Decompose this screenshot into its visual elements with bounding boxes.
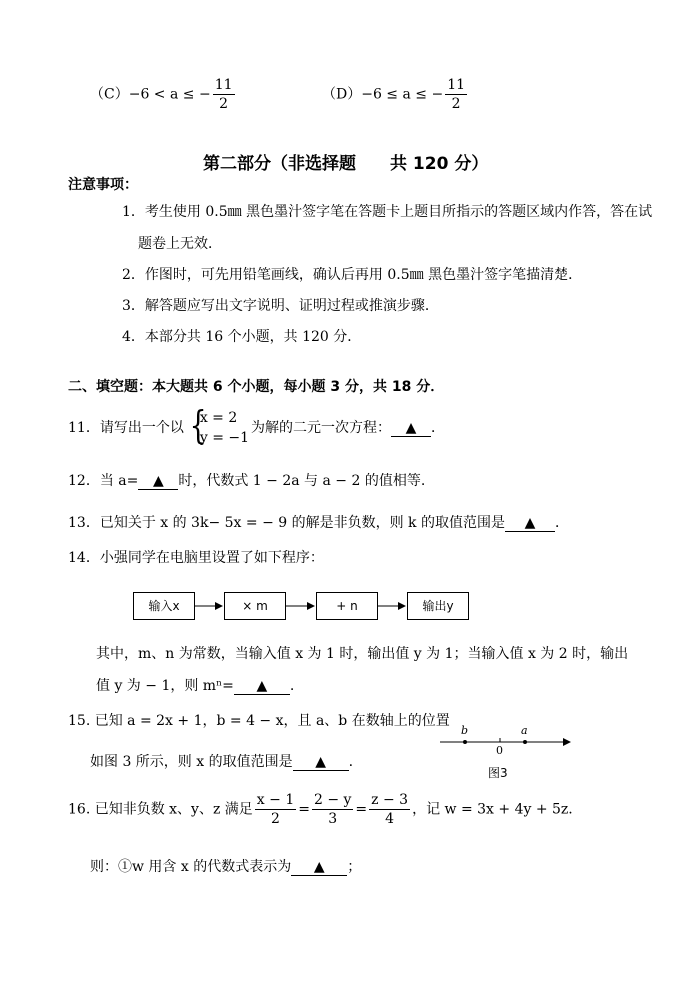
q11-answer-blank: ▲ — [391, 421, 431, 437]
q15-end: . — [348, 754, 354, 770]
fill-in-heading: 二、填空题：本大题共 6 个小题，每小题 3 分，共 18 分． — [68, 379, 445, 395]
q16-answer-blank: ▲ — [291, 860, 347, 876]
q11-end: ． — [431, 420, 446, 436]
number-line-point-a — [523, 740, 527, 744]
option-c-fraction: $\frac{11}{2}$ — [214, 77, 233, 112]
section-title: 第二部分（非选择题 共 120 分） — [203, 154, 489, 174]
question-14: 14．小强同学在电脑里设置了如下程序： — [68, 550, 324, 566]
q13-end: ． — [555, 515, 569, 531]
q16-line2-prefix: 则：①w 用含 x 的代数式表示为 — [90, 859, 292, 875]
q16-prefix: 16. 已知非负数 x、y、z 满足 — [68, 801, 253, 818]
flow-multiply-box: × m — [224, 592, 286, 620]
flow-input-box: 输入x — [133, 592, 195, 620]
q13-prefix: 13．已知关于 x 的 3k− 5x = − 9 的解是非负数，则 k 的取值范围是 — [68, 515, 505, 531]
q16-fraction-2: $\frac{2 - y}{3}$ — [313, 792, 352, 827]
option-c-text: （C）−6 < a ≤ − — [90, 86, 211, 103]
q16-line2-end: ； — [347, 859, 362, 875]
question-14-line-1: 其中，m、n 为常数，当输入值 x 为 1 时，输出值 y 为 1；当输入值 x 为 2 时，输出 — [96, 646, 629, 662]
q15-line2-prefix: 如图 3 所示，则 x 的取值范围是 — [90, 754, 293, 770]
number-line-point-b — [463, 740, 467, 744]
question-14-line-2 — [96, 675, 294, 695]
q15-answer-blank: ▲ — [293, 755, 349, 771]
figure-caption: 图3 — [488, 766, 508, 780]
q16-fraction-1: $\frac{x - 1}{2}$ — [256, 792, 295, 827]
flow-output-box: 输出y — [407, 592, 469, 620]
number-line-label-zero: 0 — [496, 744, 503, 757]
q16-equals-1: = — [298, 801, 310, 818]
q11-suffix: 为解的二元一次方程： — [251, 420, 392, 436]
notes-heading: 注意事项： — [68, 177, 138, 193]
q14-end: . — [289, 678, 295, 694]
note-item-1-cont: 题卷上无效． — [138, 236, 222, 252]
q11-eq2: y = −1 — [199, 430, 250, 446]
note-item-4: 4．本部分共 16 个小题，共 120 分． — [122, 329, 362, 345]
question-16-part-1 — [90, 856, 361, 876]
q12-prefix: 12．当 a= — [68, 473, 139, 489]
q12-suffix: 时，代数式 1 − 2a 与 a − 2 的值相等. — [178, 473, 426, 489]
question-16 — [68, 791, 573, 828]
q14-line2-prefix: 值 y 为 − 1，则 mⁿ= — [96, 678, 234, 694]
q12-answer-blank: ▲ — [138, 474, 178, 490]
question-15-line-1: 15. 已知 a = 2x + 1，b = 4 − x，且 a、b 在数轴上的位置 — [68, 713, 450, 729]
note-item-2: 2．作图时，可先用铅笔画线，确认后再用 0.5㎜ 黑色墨汁签字笔描清楚． — [122, 267, 583, 283]
number-line-label-a: a — [521, 724, 528, 737]
q14-answer-blank: ▲ — [234, 679, 290, 695]
option-d-fraction: $\frac{11}{2}$ — [447, 77, 466, 112]
question-15-line-2 — [90, 751, 353, 771]
q16-equals-2: = — [355, 801, 368, 818]
q11-prefix: 11．请写出一个以 — [68, 420, 184, 436]
number-line-label-b: b — [461, 724, 469, 737]
option-d-text: （D）−6 ≤ a ≤ − — [322, 86, 444, 103]
q13-answer-blank: ▲ — [505, 516, 555, 532]
q16-fraction-3: $\frac{z - 3}{4}$ — [371, 792, 409, 827]
q16-suffix: ，记 w = 3x + 4y + 5z. — [412, 801, 573, 818]
note-item-3: 3．解答题应写出文字说明、证明过程或推演步骤． — [122, 298, 439, 314]
note-item-1: 1．考生使用 0.5㎜ 黑色墨汁签字笔在答题卡上题目所指示的答题区域内作答，答在试 — [122, 204, 653, 220]
q11-eq1: x = 2 — [199, 410, 238, 426]
brace-icon: { — [189, 403, 207, 447]
flow-add-box: + n — [316, 592, 378, 620]
